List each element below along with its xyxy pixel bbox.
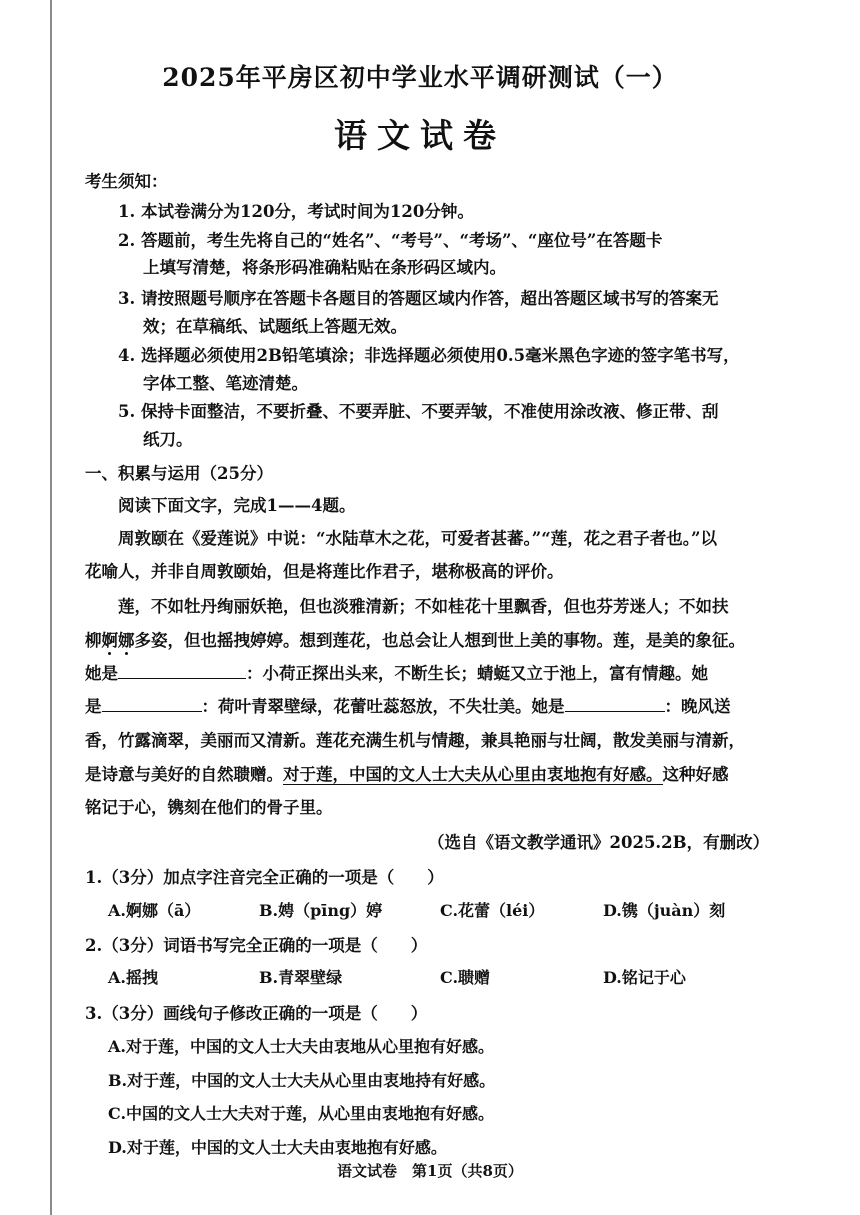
exam-title: 2025年平房区初中学业水平调研测试（一） (162, 63, 678, 92)
notice-item-2 (118, 227, 662, 251)
passage-text: ：小荷正探出头来，不断生长；蜻蜓又立于池上，富有情趣。她 (246, 664, 708, 683)
passage-text: 多姿，但也摇拽婷婷。想到莲花，也总会让人想到世上美的事物。莲，是美的象征。 (134, 631, 745, 650)
question-2-option-b[interactable] (259, 965, 342, 988)
passage-text: 是 (85, 697, 102, 716)
question-3-stem: 3.（3分）画线句子修改正确的一项是（ ） (85, 1004, 428, 1023)
question-2-option-a[interactable] (108, 965, 158, 988)
passage-p2-line1: 莲，不如牡丹绚丽妖艳，但也淡雅清新；不如桂花十里飘香，但也芬芳迷人；不如扶 (118, 597, 729, 616)
passage-text: 这种好感 (662, 765, 729, 784)
passage-text: 她是 (85, 664, 118, 683)
option-text: B.青翠壁绿 (259, 968, 343, 987)
question-1-option-b[interactable] (259, 898, 382, 921)
notice-item-number: 3. (118, 289, 136, 308)
option-text: B.对于莲，中国的文人士大夫从心里由衷地持有好感。 (108, 1071, 496, 1090)
question-1-stem: 1.（3分）加点字注音完全正确的一项是（ ） (85, 868, 444, 887)
option-text: D.铭记于心 (603, 968, 686, 987)
question-2-stem: 2.（3分）词语书写完全正确的一项是（ ） (85, 936, 428, 955)
question-1-option-c[interactable] (440, 898, 544, 921)
notice-item-text: 保持卡面整洁，不要折叠、不要弄脏、不要弄皱，不准使用涂改液、修正带、刮 (140, 402, 719, 421)
passage-text: 是诗意与美好的自然聩赠。 (85, 765, 283, 784)
page-binding-edge (50, 0, 52, 1215)
passage-p1-line2: 花喻人，并非自周敦颐始，但是将莲比作君子，堪称极高的评价。 (85, 562, 564, 581)
option-text: B.娉（pīng）婷 (259, 901, 383, 920)
notice-item-4 (118, 342, 740, 366)
notice-item-3 (118, 285, 718, 309)
option-text: A.摇拽 (108, 968, 158, 987)
notice-heading: 考生须知： (85, 172, 168, 191)
option-text: D.镌（juàn）刻 (603, 901, 726, 920)
passage-p2-line6 (85, 761, 729, 785)
dotted-char: 娜 (118, 631, 135, 650)
notice-item-text: 选择题必须使用2B铅笔填涂；非选择题必须使用0.5毫米黑色字迹的签字笔书写， (140, 346, 740, 365)
passage-p2-line2 (85, 627, 745, 651)
reading-instruction: 阅读下面文字，完成1——4题。 (118, 496, 356, 515)
fill-blank (565, 697, 665, 712)
passage-text: ：晚风送 (664, 697, 731, 716)
question-3-option-b[interactable] (108, 1068, 495, 1091)
option-text: D.对于莲，中国的文人士大夫由衷地抱有好感。 (108, 1138, 447, 1157)
exam-subtitle: 语文试卷 (334, 116, 506, 155)
section-heading: 一、积累与运用（25分） (85, 464, 273, 483)
notice-item-text: 答题前，考生先将自己的“姓名”、“考号”、“考场”、“座位号”在答题卡 (140, 231, 663, 250)
question-3-option-d[interactable] (108, 1135, 447, 1158)
option-text: A.对于莲，中国的文人士大夫由衷地从心里抱有好感。 (108, 1037, 494, 1056)
passage-source: （选自《语文教学通讯》2025.2B，有删改） (428, 833, 770, 852)
fill-blank (102, 697, 202, 712)
notice-item-text: 本试卷满分为120分，考试时间为120分钟。 (140, 202, 474, 221)
question-3-option-c[interactable] (108, 1101, 494, 1124)
notice-item-number: 2. (118, 231, 136, 250)
dotted-char: 婀 (101, 631, 118, 650)
notice-item-number: 1. (118, 202, 136, 221)
option-text: C.中国的文人士大夫对于莲，从心里由衷地抱有好感。 (108, 1104, 495, 1123)
page-footer: 语文试卷 第1页（共8页） (337, 1162, 523, 1180)
passage-text: ：荷叶青翠壁绿，花蕾吐蕊怒放，不失壮美。她是 (201, 697, 565, 716)
option-text: C.聩赠 (440, 968, 491, 987)
option-text: A.婀娜（ā） (108, 901, 201, 920)
passage-p2-line3 (85, 660, 708, 684)
underlined-sentence: 对于莲，中国的文人士大夫从心里由衷地抱有好感。 (283, 765, 663, 784)
option-text: C.花蕾（léi） (440, 901, 545, 920)
notice-item-number: 5. (118, 402, 136, 421)
notice-item-3-cont: 效；在草稿纸、试题纸上答题无效。 (143, 317, 407, 336)
passage-p2-line4 (85, 693, 731, 717)
notice-item-5-cont: 纸刀。 (143, 430, 193, 449)
notice-item-5 (118, 398, 718, 422)
question-2-option-d[interactable] (603, 965, 686, 988)
passage-p1-line1: 周敦颐在《爱莲说》中说：“水陆草木之花，可爱者甚蕃。”“莲，花之君子者也。”以 (118, 529, 717, 548)
notice-item-number: 4. (118, 346, 136, 365)
passage-p2-line7: 铭记于心，镌刻在他们的骨子里。 (85, 798, 333, 817)
notice-item-text: 请按照题号顺序在答题卡各题目的答题区域内作答，超出答题区域书写的答案无 (140, 289, 719, 308)
question-2-option-c[interactable] (440, 965, 490, 988)
fill-blank (118, 664, 246, 679)
question-1-option-a[interactable] (108, 898, 200, 921)
question-3-option-a[interactable] (108, 1034, 494, 1057)
notice-item-2-cont: 上填写清楚，将条形码准确粘贴在条形码区域内。 (143, 258, 506, 277)
question-1-option-d[interactable] (603, 898, 725, 921)
passage-text: 柳 (85, 631, 102, 650)
notice-item-4-cont: 字体工整、笔迹清楚。 (143, 374, 308, 393)
notice-item-1 (118, 198, 474, 222)
passage-p2-line5: 香，竹露滴翠，美丽而又清新。莲花充满生机与情趣，兼具艳丽与壮阔，散发美丽与清新， (85, 731, 745, 750)
